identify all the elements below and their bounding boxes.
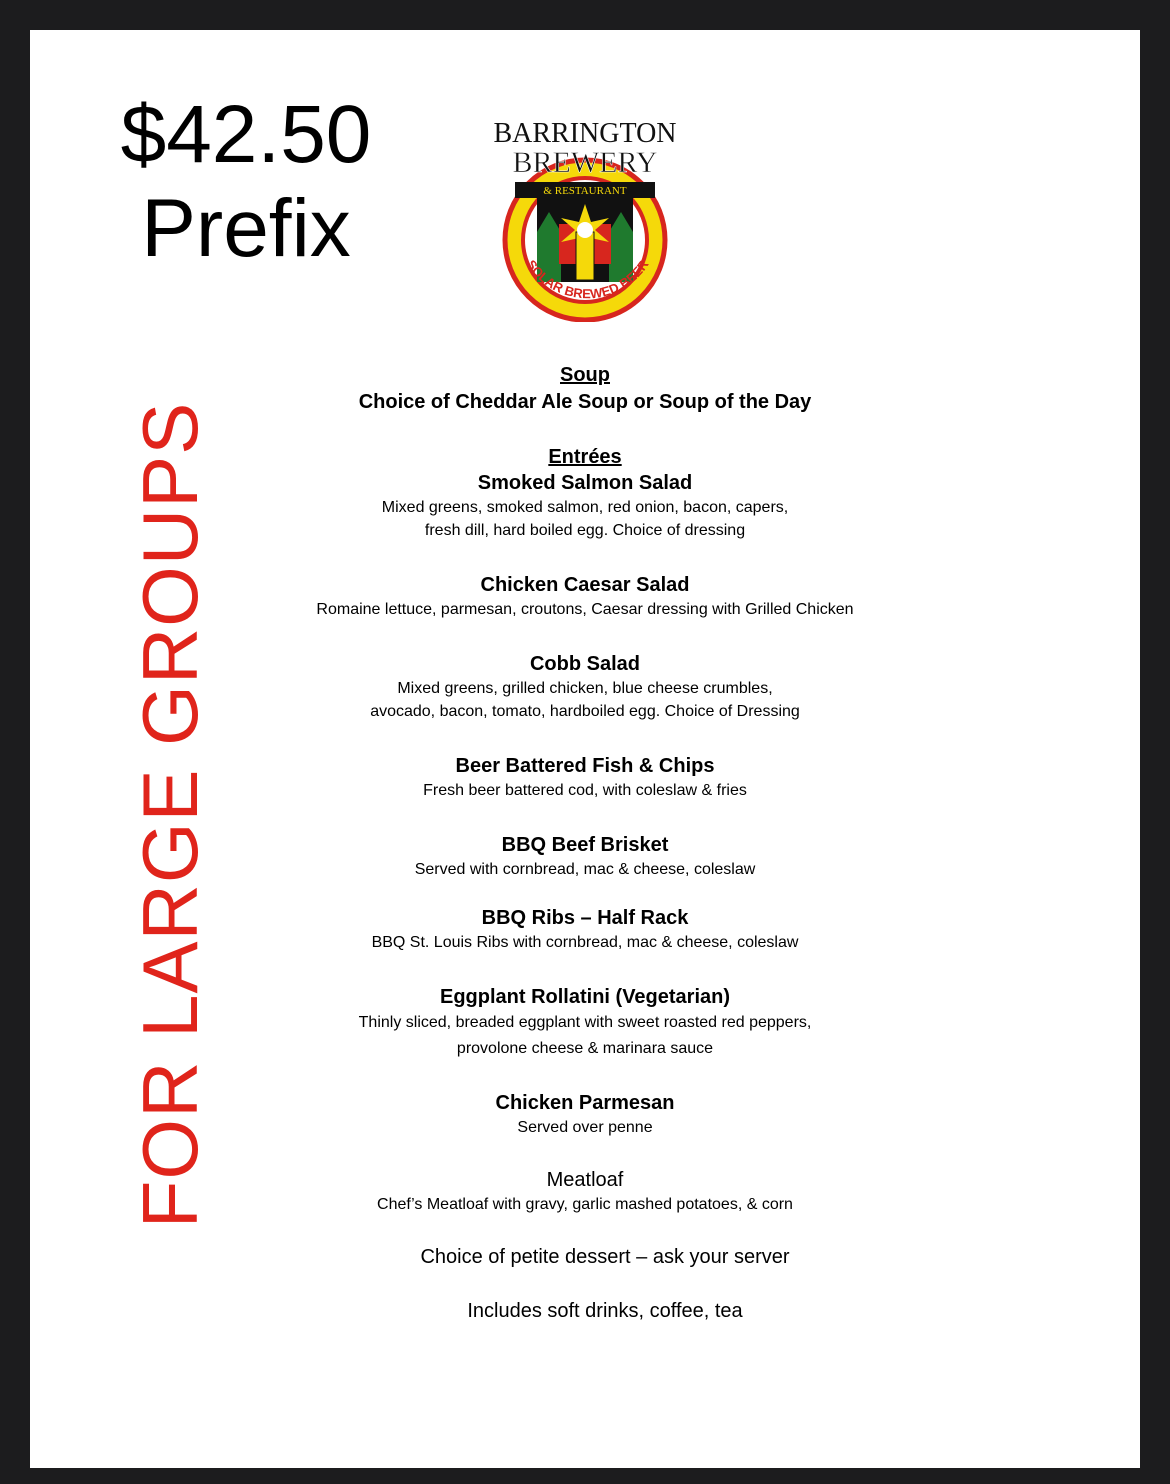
entree-desc: Fresh beer battered cod, with coleslaw & fries [423, 782, 747, 799]
logo-line1: BARRINGTON [493, 118, 677, 149]
entree-item [265, 651, 905, 723]
side-text: FOR LARGE GROUPS [126, 401, 214, 1229]
entree-desc: BBQ St. Louis Ribs with cornbread, mac & cheese, coleslaw [371, 934, 799, 951]
entree-item [265, 1167, 905, 1216]
entree-name: BBQ Beef Brisket [501, 834, 669, 856]
entree-item [265, 1090, 905, 1139]
entree-item [265, 753, 905, 802]
entree-desc: Served over penne [517, 1119, 653, 1136]
price-block [115, 88, 377, 276]
entree-desc: Served with cornbread, mac & cheese, coleslaw [414, 861, 756, 878]
entree-name: Chicken Caesar Salad [480, 574, 690, 596]
entree-name: BBQ Ribs – Half Rack [481, 907, 689, 929]
entree-desc: Romaine lettuce, parmesan, croutons, Caesar dressing with Grilled Chicken [316, 601, 854, 618]
entree-desc: Mixed greens, smoked salmon, red onion, bacon, capers, fresh dill, hard boiled egg. Choice of dressing [381, 499, 789, 539]
soup-text: Choice of Cheddar Ale Soup or Soup of the Day [358, 391, 812, 413]
entree-name: Eggplant Rollatini (Vegetarian) [439, 986, 731, 1008]
price-label: Prefix [141, 183, 351, 274]
entree-item [265, 832, 905, 881]
entrees-heading: Entrées [548, 446, 622, 468]
entree-name: Chicken Parmesan [495, 1092, 675, 1114]
entree-desc: Chef’s Meatloaf with gravy, garlic mashed potatoes, & corn [377, 1196, 793, 1213]
entree-name: Cobb Salad [529, 653, 640, 675]
entree-name: Smoked Salmon Salad [477, 472, 693, 494]
entree-list [265, 470, 905, 1216]
menu-page [30, 30, 1140, 1468]
side-banner [126, 365, 214, 1265]
logo-ring-text: SOLAR BREWED BEER [523, 257, 652, 302]
entree-name: Beer Battered Fish & Chips [455, 755, 715, 777]
dessert-note: Choice of petite dessert – ask your server [420, 1246, 790, 1268]
entree-desc: Thinly sliced, breaded eggplant with sweet roasted red peppers, provolone cheese & marinara sauce [358, 1014, 812, 1057]
entree-item [265, 984, 905, 1062]
logo-line2: BREWERY [512, 146, 658, 179]
logo-line3: & RESTAURANT [543, 185, 627, 197]
price-amount: $42.50 [120, 89, 372, 180]
entree-desc: Mixed greens, grilled chicken, blue cheese crumbles, avocado, bacon, tomato, hardboiled egg. Choice of Dressing [370, 680, 800, 720]
soup-heading: Soup [560, 364, 610, 386]
brewery-logo [485, 112, 685, 322]
drinks-note: Includes soft drinks, coffee, tea [467, 1300, 743, 1322]
entree-item [265, 572, 905, 621]
menu-content [265, 362, 905, 1324]
entree-item [265, 905, 905, 954]
entree-item [265, 470, 905, 542]
entree-name: Meatloaf [546, 1169, 624, 1191]
